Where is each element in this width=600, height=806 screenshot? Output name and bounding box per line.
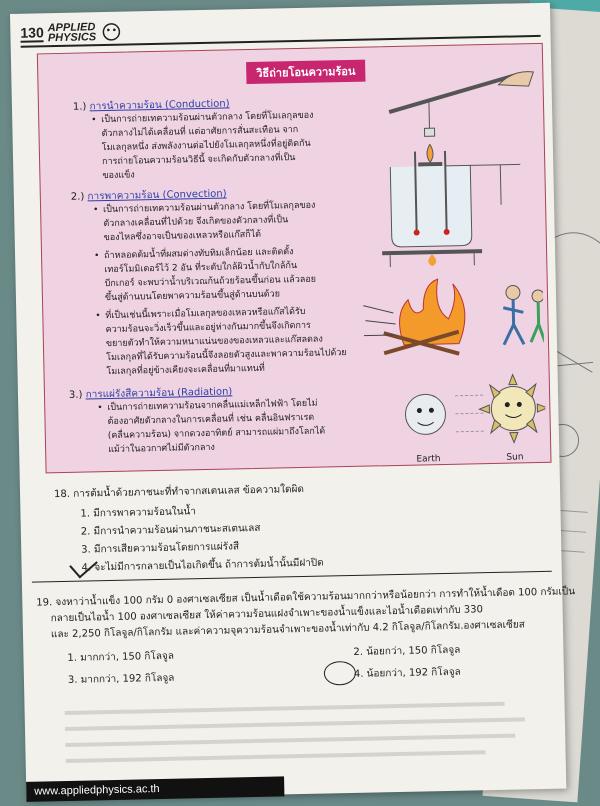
logo-line2: PHYSICS: [48, 32, 96, 43]
text-line: 19. จงหาว่าน้ำแข็ง 100 กรัม 0 องศาเซลเซียส เป็นน้ำเดือดใช้ความร้อนมากกว่าหรือน้อยกว่า การทำให้น้ำเดือด 100 กรัมเป็น: [36, 585, 556, 612]
text-line: ตัวกลางไม่ได้เคลื่อนที่ แต่อาศัยการสั่นสะเทือน จาก: [101, 122, 361, 141]
sun-label: Sun: [506, 452, 523, 462]
q18-option-4: 4. จะไม่มีการกลายเป็นไอเกิดขึ้น ถ้าการต้มน้ำนั้นมีฝาปิด: [81, 556, 323, 576]
text-line: โมเลกุลหนึ่ง ส่งพลังงานต่อไปยังโมเลกุลหนึ่งที่อยู่ติดกัน: [102, 136, 362, 155]
campfire-illustration: [363, 272, 545, 366]
text-line: กลายเป็นไอน้ำ 100 องศาเซลเซียส ให้ค่าความร้อนแฝงจำเพาะของน้ำแข็งและไอน้ำเดือดเท่ากับ 330: [37, 601, 557, 628]
applied-physics-logo: [48, 22, 97, 43]
text-line: • ที่เป็นเช่นนี้เพราะเมื่อโมเลกุลของเหลวหรือแก๊สได้รับ: [105, 303, 375, 323]
text-line: • เป็นการถ่ายเทความร้อนผ่านตัวกลาง โดยที่โมเลกุลของ: [103, 198, 363, 217]
text-line: ของแข็ง: [102, 164, 362, 183]
radiation-title: การแผ่รังสีความร้อน (Radiation): [86, 386, 233, 400]
page-header: [20, 22, 122, 44]
q19-option-3: 3. มากกว่า, 192 กิโลจูล: [68, 671, 175, 688]
convection-text-2: [104, 244, 365, 305]
mascot-icon: [100, 22, 122, 42]
text-line: • เป็นการถ่ายเทความร้อนผ่านตัวกลาง โดยที่โมเลกุลของ: [101, 108, 361, 127]
text-line: เทอร์โมมิเตอร์ไว้ 2 อัน ที่ระดับใกล้ผิวน้ำกับใกล้ก้น: [104, 258, 364, 277]
convection-text-1: [103, 198, 364, 245]
text-line: ของไหลซึ่งอาจเป็นของเหลวหรือแก๊สก็ได้: [104, 226, 364, 245]
radiation-text: [107, 396, 368, 457]
conduction-title: การนำความร้อน (Conduction): [89, 98, 229, 112]
conduction-text: [101, 108, 362, 183]
q19-option-4: 4. น้อยกว่า, 192 กิโลจูล: [354, 665, 461, 682]
text-line: ขึ้นสู่ด้านบนโดยพาความร้อนขึ้นสู่ด้านบนด้วย: [105, 286, 365, 305]
text-line: ตัวกลางเคลื่อนที่ไปด้วย จึงเกิดของตัวกลางที่เป็น: [103, 212, 363, 231]
text-line: โมเลกุลที่อยู่ข้างเคียงจะเคลื่อนที่มาแทนที่: [106, 359, 376, 379]
text-line: • ถ้าหลอดต้มน้ำที่ผสมด่างทับทิมเล็กน้อย และติดตั้ง: [104, 244, 364, 263]
convection-title: การพาความร้อน (Convection): [87, 189, 226, 203]
text-line: บีกเกอร์ จะพบว่าน้ำบริเวณก้นถ้วยร้อนขึ้นก่อน แล้วลอย: [105, 272, 365, 291]
earth-label: Earth: [416, 454, 440, 465]
q18-option-2: 2. มีการนำความร้อนผ่านภาชนะสเตนเลส: [81, 521, 261, 540]
text-line: ต้องอาศัยตัวกลางในการเคลื่อนที่ เช่น คลื่นอินฟราเรด: [107, 410, 367, 429]
text-line: และ 2,250 กิโลจูล/กิโลกรัม และค่าความจุความร้อนจำเพาะของน้ำเท่ากับ 4.2 กิโลจูล/กิโลกรัม.องศาเซลเซียส: [37, 617, 557, 644]
q19-option-1: 1. มากกว่า, 150 กิโลจูล: [67, 649, 174, 666]
heat-transfer-box: [37, 43, 552, 474]
book-page: [10, 3, 566, 800]
answer-circle-mark: [324, 661, 356, 686]
convection-num: 2.): [71, 191, 85, 202]
q19-option-2: 2. น้อยกว่า, 150 กิโลจูล: [353, 643, 460, 660]
text-line: ความร้อนจะวิ่งเร็วขึ้นและอยู่ห่างกันมากขึ้นจึงเกิดการ: [105, 317, 375, 337]
q18-option-3: 3. มีการเสียความร้อนโดยการแผ่รังสี: [81, 539, 239, 557]
text-line: แม้ว่าในอวกาศไม่มีตัวกลาง: [108, 438, 368, 457]
text-line: ขยายตัวทำให้ความหนาแน่นของของเหลวและแก๊สลดลง: [106, 331, 376, 351]
earth-sun-illustration: [394, 364, 546, 463]
question-19-text: [36, 585, 557, 644]
text-line: โมเลกุลที่ได้รับความร้อนนี้จึงลอยตัวสูงและพาความร้อนไปด้วย: [106, 345, 376, 365]
q18-option-1: 1. มีการพาความร้อนในน้ำ: [80, 504, 196, 521]
convection-text-3: [105, 303, 376, 379]
text-line: • เป็นการถ่ายเทความร้อนจากคลื่นแม่เหล็กไฟฟ้า โดยไม่: [107, 396, 367, 415]
footer-url: www.appliedphysics.ac.th: [26, 776, 284, 801]
faded-back-text: [64, 693, 525, 773]
box-title: วิธีถ่ายโอนความร้อน: [246, 60, 366, 84]
logo-line1: APPLIED: [48, 22, 96, 33]
text-line: การถ่ายโอนความร้อนวิธีนี้ จะเกิดกับตัวกลางที่เป็น: [102, 150, 362, 169]
conduction-num: 1.): [73, 101, 87, 112]
radiation-num: 3.): [69, 390, 83, 401]
text-line: (คลื่นความร้อน) จากดวงอาทิตย์ สามารถแผ่มาถึงโลกได้: [108, 424, 368, 443]
convection-beaker-illustration: [380, 144, 542, 267]
question-18-text: 18. การต้มน้ำด้วยภาชนะที่ทำจากสเตนเลส ข้อความใดผิด: [54, 482, 304, 503]
page-number: 130: [20, 24, 44, 42]
